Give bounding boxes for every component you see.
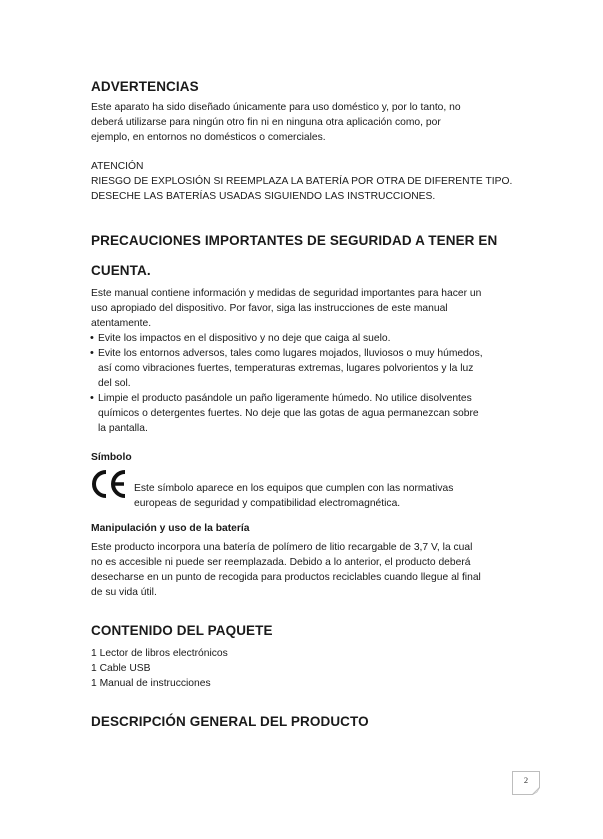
page-number: 2: [523, 775, 529, 785]
battery-title: Manipulación y uso de la batería: [91, 523, 250, 534]
attention-label: ATENCIÓN: [91, 161, 144, 172]
symbol-description: [134, 481, 524, 511]
bullet-item: [91, 331, 519, 346]
bullet-line: • Evite los entornos adversos, tales como lugares mojados, lluviosos o muy húmedos,: [98, 348, 483, 359]
overview-title: DESCRIPCIÓN GENERAL DEL PRODUCTO: [91, 714, 369, 729]
warnings-body-line: ejemplo, en entornos no domésticos o comerciales.: [91, 132, 326, 143]
battery-body-line: de su vida útil.: [91, 587, 157, 598]
page-curl-icon: [532, 787, 540, 795]
page-number-box: [512, 771, 540, 795]
package-item: 1 Manual de instrucciones: [91, 678, 211, 689]
warnings-body-line: deberá utilizarse para ningún otro fin ni en ninguna otra aplicación como, por: [91, 117, 441, 128]
ce-mark-icon: [91, 469, 131, 499]
symbol-row: [91, 469, 519, 509]
battery-body-line: no es accesible ni puede ser reemplazada. Debido a lo anterior, el producto deberá: [91, 557, 471, 568]
warnings-body: [91, 100, 519, 145]
safety-intro: [91, 286, 519, 331]
package-title: CONTENIDO DEL PAQUETE: [91, 623, 273, 638]
bullet-item: [91, 391, 519, 436]
page-content: [91, 78, 519, 731]
battery-body-line: Este producto incorpora una batería de polímero de litio recargable de 3,7 V, la cual: [91, 542, 473, 553]
battery-body: [91, 540, 519, 600]
bullet-line: Evite los impactos en el dispositivo y no deje que caiga al suelo.: [98, 333, 391, 344]
warnings-title: ADVERTENCIAS: [91, 79, 199, 94]
symbol-text-line: europeas de seguridad y compatibilidad electromagnética.: [134, 498, 401, 509]
bullet-line: del sol.: [98, 378, 131, 389]
package-list: [91, 646, 519, 691]
warnings-body-line: Este aparato ha sido diseñado únicamente para uso doméstico y, por lo tanto, no: [91, 102, 461, 113]
attention-line: DESECHE LAS BATERÍAS USADAS SIGUIENDO LAS INSTRUCCIONES.: [91, 191, 436, 202]
safety-title-line1: PRECAUCIONES IMPORTANTES DE SEGURIDAD A TENER EN: [91, 233, 498, 248]
symbol-title: Símbolo: [91, 452, 132, 463]
bullet-item: [91, 346, 519, 391]
bullet-line: así como vibraciones fuertes, temperaturas extremas, lugares polvorientos y la luz: [98, 363, 474, 374]
safety-title-line2: CUENTA.: [91, 263, 151, 278]
battery-body-line: desecharse en un punto de recogida para productos reciclables cuando llegue al final: [91, 572, 481, 583]
safety-intro-line: uso apropiado del dispositivo. Por favor, siga las instrucciones de este manual: [91, 303, 448, 314]
attention-line: RIESGO DE EXPLOSIÓN SI REEMPLAZA LA BATERÍA POR OTRA DE DIFERENTE TIPO.: [91, 176, 513, 187]
symbol-text-line: Este símbolo aparece en los equipos que cumplen con las normativas: [134, 483, 454, 494]
safety-intro-line: Este manual contiene información y medidas de seguridad importantes para hacer un: [91, 288, 482, 299]
safety-bullet-list: [91, 331, 519, 436]
package-item: 1 Cable USB: [91, 663, 151, 674]
package-item: 1 Lector de libros electrónicos: [91, 648, 228, 659]
bullet-line: la pantalla.: [98, 423, 148, 434]
attention-block: [91, 159, 519, 204]
bullet-line: químicos o detergentes fuertes. No deje que las gotas de agua permanezcan sobre: [98, 408, 479, 419]
bullet-line: • Limpie el producto pasándole un paño ligeramente húmedo. No utilice disolventes: [98, 393, 472, 404]
safety-intro-line: atentamente.: [91, 318, 152, 329]
